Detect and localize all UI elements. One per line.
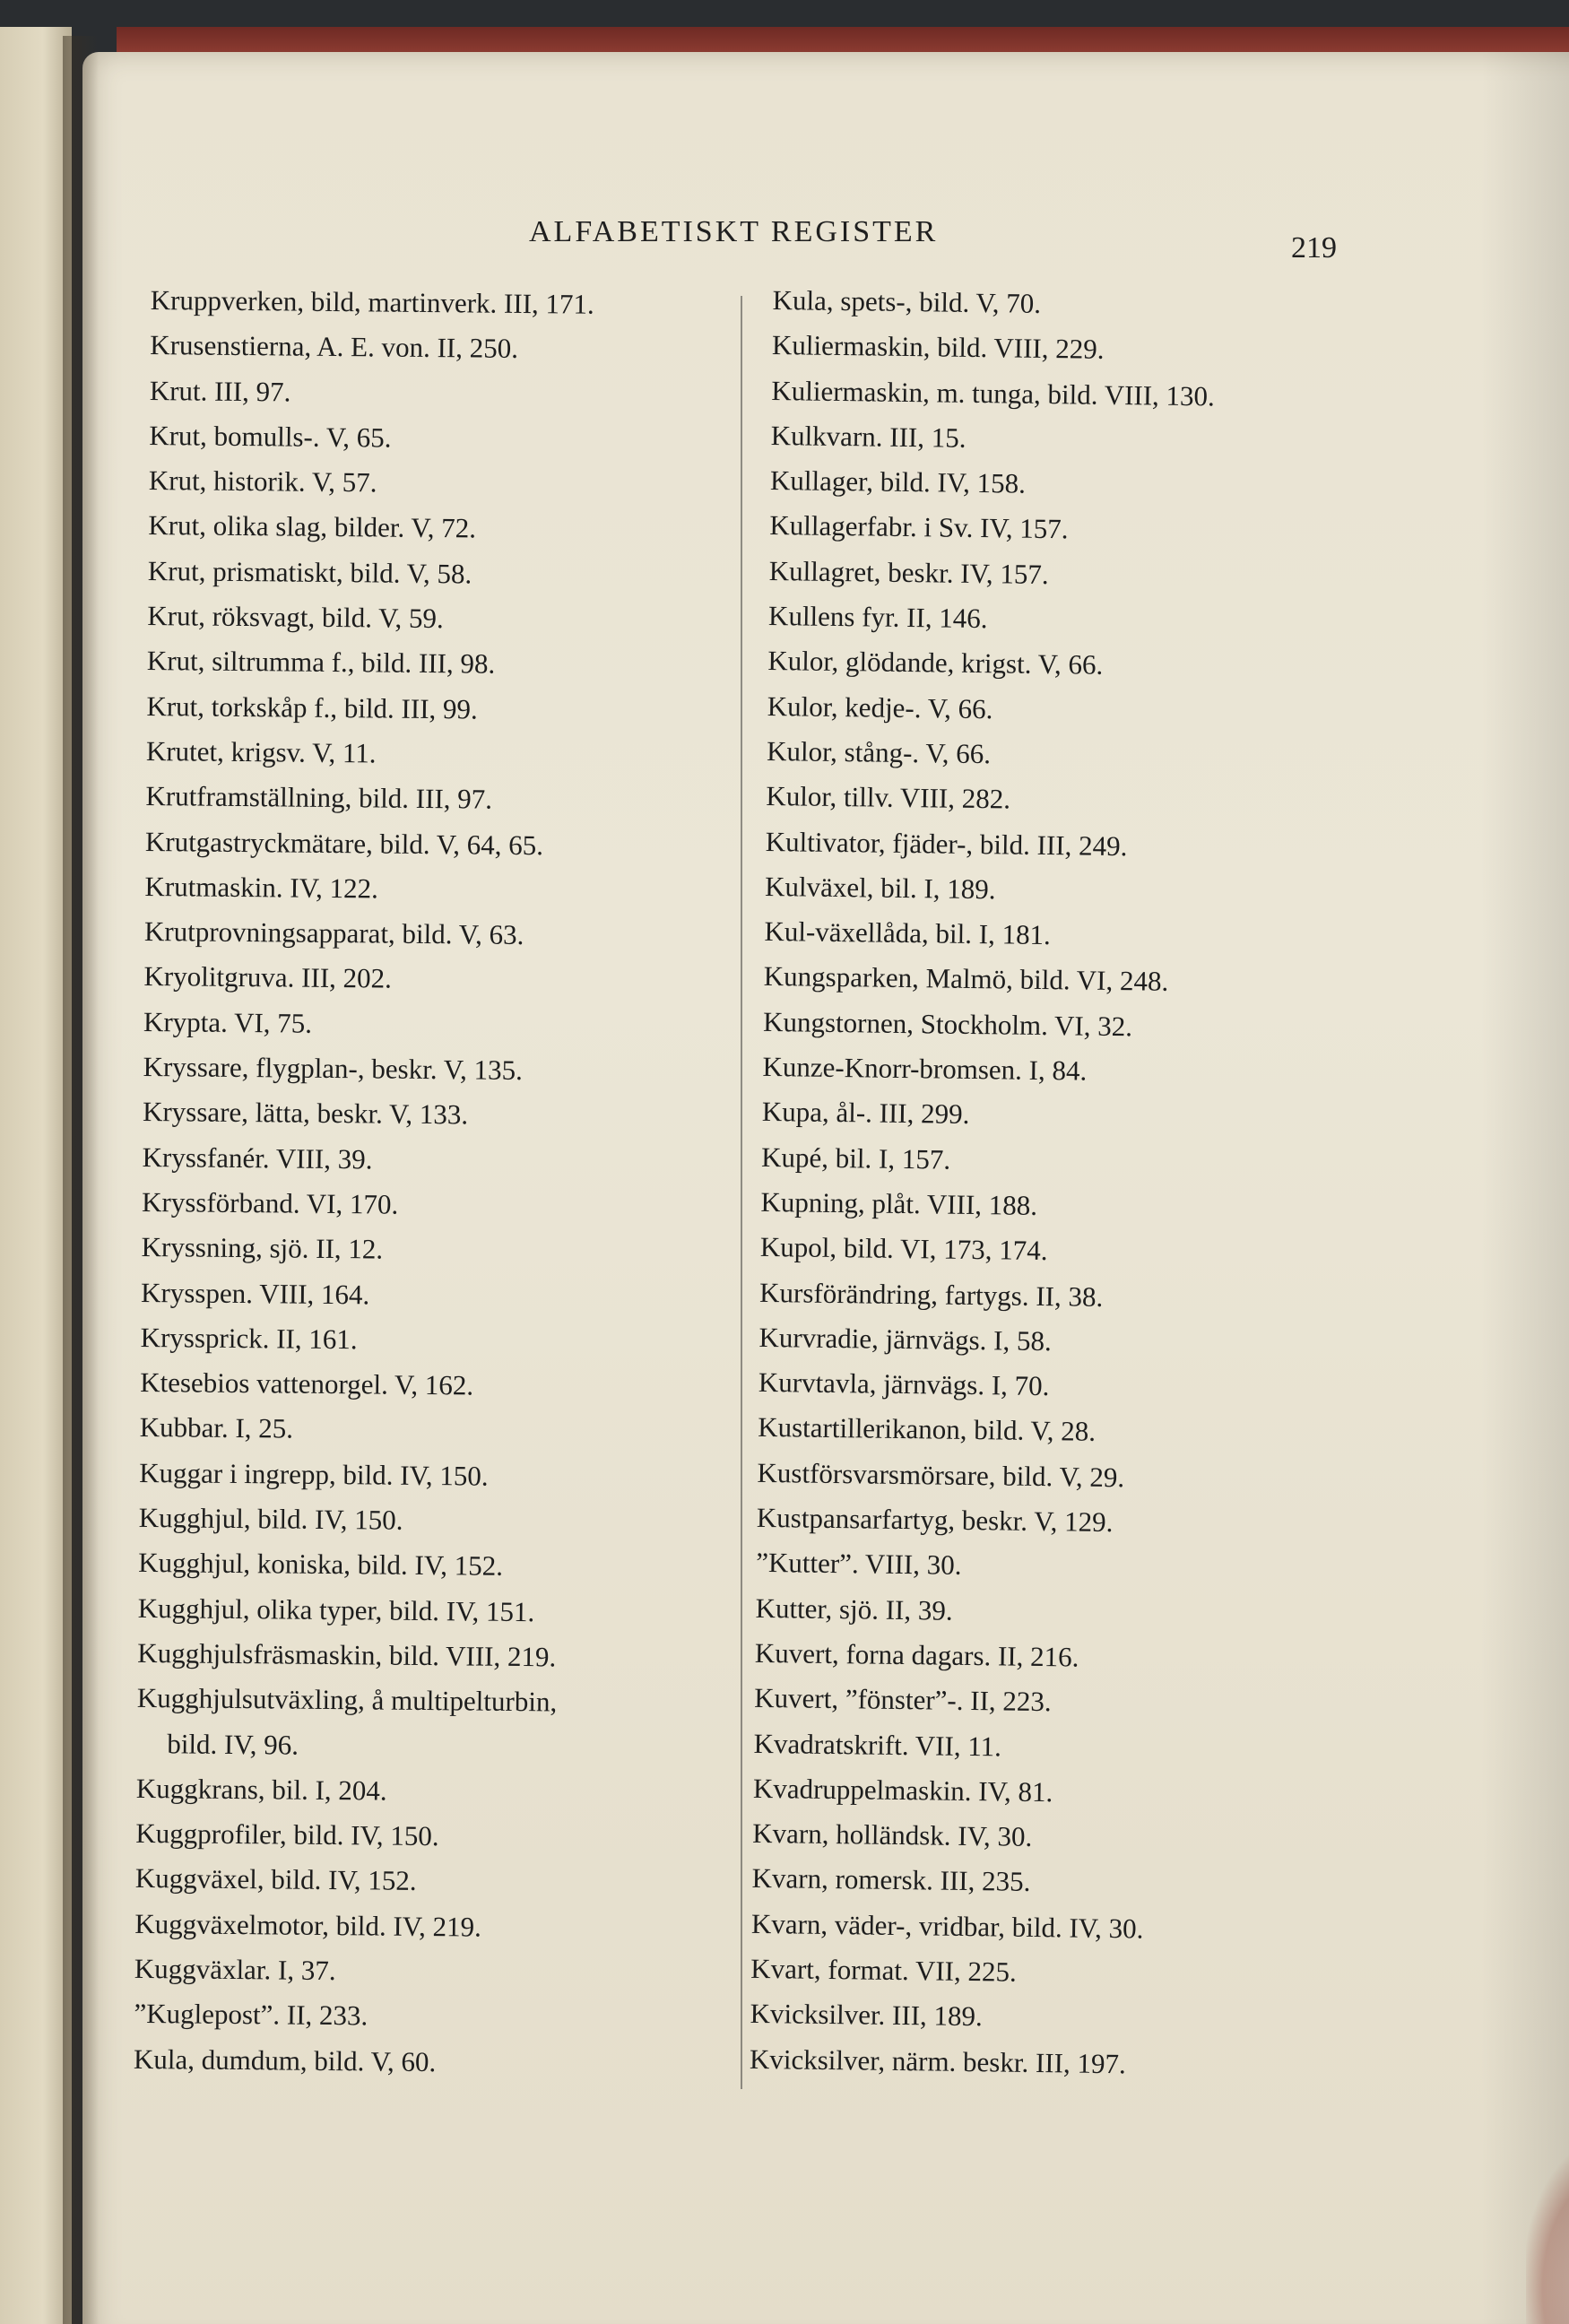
index-entry: Krut, siltrumma f., bild. III, 98. [146, 645, 496, 681]
index-entry: Kryssare, flygplan-, beskr. V, 135. [143, 1051, 524, 1087]
previous-page-edge [0, 27, 72, 2324]
index-entry: Kuvert, ”fönster”-. II, 223. [754, 1682, 1052, 1718]
index-entry: Krysspen. VIII, 164. [140, 1276, 370, 1310]
index-entry: Kugghjul, bild. IV, 150. [138, 1501, 403, 1536]
index-entry: Krutprovningsapparat, bild. V, 63. [143, 915, 524, 951]
index-entry: Kupning, plåt. VIII, 188. [760, 1185, 1038, 1221]
index-entry: Kurvradie, järnvägs. I, 58. [758, 1321, 1053, 1357]
index-entry: Krut, olika slag, bilder. V, 72. [148, 509, 477, 544]
index-entry: Kuliermaskin, m. tunga, bild. VIII, 130. [771, 374, 1216, 412]
index-entry: Kungstornen, Stockholm. VI, 32. [762, 1005, 1133, 1043]
index-entry: Krut, torkskåp f., bild. III, 99. [146, 689, 478, 725]
index-entry: Kupa, ål-. III, 299. [761, 1096, 970, 1131]
index-entry: ”Kuglepost”. II, 233. [134, 1998, 368, 2032]
index-entry: Krutet, krigsv. V, 11. [145, 734, 377, 769]
index-entry: Kupé, bil. I, 157. [760, 1140, 951, 1175]
index-entry: Krut, historik. V, 57. [148, 464, 377, 499]
index-entry: Kvart, format. VII, 225. [750, 1952, 1017, 1988]
index-entry: Kullens fyr. II, 146. [767, 600, 988, 635]
index-entry: Krut, prismatiskt, bild. V, 58. [147, 554, 472, 590]
index-entry: Krut, bomulls-. V, 65. [149, 419, 392, 454]
page-header: ALFABETISKT REGISTER [529, 215, 939, 248]
index-entry: Kvarn, holländsk. IV, 30. [752, 1817, 1033, 1853]
index-entry: Krusenstierna, A. E. von. II, 250. [150, 329, 519, 365]
index-entry: Krut. III, 97. [149, 374, 291, 408]
spine-shadow [63, 36, 99, 2324]
index-entry: Kvicksilver. III, 189. [750, 1998, 984, 2033]
index-entry: Krypta. VI, 75. [143, 1005, 313, 1039]
index-entry: Ktesebios vattenorgel. V, 162. [140, 1366, 474, 1401]
index-entry: Kulor, stång-. V, 66. [766, 734, 992, 770]
index-entry: Kryssfanér. VIII, 39. [142, 1140, 373, 1175]
index-entry: Kryolitgruva. III, 202. [143, 960, 393, 995]
thumb-edge [1526, 2150, 1569, 2324]
index-entry: Kryssprick. II, 161. [140, 1321, 358, 1356]
index-entry: Kuvert, forna dagars. II, 216. [754, 1636, 1079, 1673]
index-entry: Kugghjul, koniska, bild. IV, 152. [138, 1547, 504, 1583]
index-entry: bild. IV, 96. [167, 1727, 299, 1761]
index-entry: Kryssning, sjö. II, 12. [141, 1231, 384, 1265]
index-column-left [134, 278, 742, 2087]
index-entry: Krut, röksvagt, bild. V, 59. [147, 600, 444, 635]
index-entry: Kullagret, beskr. IV, 157. [768, 554, 1049, 590]
index-entry: Krutmaskin. IV, 122. [144, 870, 378, 905]
index-entry: Kustartillerikanon, bild. V, 28. [757, 1411, 1097, 1448]
index-entry: Kulor, kedje-. V, 66. [767, 689, 993, 724]
index-entry: Kulväxel, bil. I, 189. [764, 870, 996, 906]
index-entry: Kvarn, romersk. III, 235. [751, 1862, 1031, 1898]
index-entry: Kuggprofiler, bild. IV, 150. [135, 1817, 439, 1852]
index-entry: Kuggkrans, bil. I, 204. [135, 1772, 387, 1807]
index-entry: Krutgastryckmätare, bild. V, 64, 65. [144, 825, 544, 861]
index-entry: Kryssare, lätta, beskr. V, 133. [142, 1096, 469, 1131]
index-entry: Kugghjul, olika typer, bild. IV, 151. [137, 1591, 535, 1627]
index-entry: Kuggväxelmotor, bild. IV, 219. [134, 1907, 482, 1943]
index-entry: Kugghjulsfräsmaskin, bild. VIII, 219. [137, 1636, 557, 1673]
index-entry: Kryssförband. VI, 170. [141, 1185, 399, 1220]
index-entry: Kullager, bild. IV, 158. [769, 464, 1027, 499]
page-number: 219 [1291, 231, 1337, 264]
index-entry: Kuggväxlar. I, 37. [134, 1952, 336, 1987]
index-entry: Kunze-Knorr-bromsen. I, 84. [762, 1050, 1088, 1087]
index-entry: Kungsparken, Malmö, bild. VI, 248. [763, 960, 1169, 998]
index-entry: Kulor, glödande, krigst. V, 66. [767, 645, 1104, 681]
index-entry: Kvicksilver, närm. beskr. III, 197. [749, 2042, 1126, 2079]
index-entry: Kursförändring, fartygs. II, 38. [758, 1276, 1104, 1313]
index-entry: Kvarn, väder-, vridbar, bild. IV, 30. [750, 1907, 1144, 1945]
index-column-right [750, 278, 1311, 2089]
index-entry: Kuliermaskin, bild. VIII, 229. [771, 329, 1105, 366]
column-divider [741, 296, 742, 2089]
index-entry: Kula, dumdum, bild. V, 60. [133, 2042, 437, 2077]
index-entry: Kul-växellåda, bil. I, 181. [764, 915, 1052, 951]
index-entry: Kuggar i ingrepp, bild. IV, 150. [139, 1456, 489, 1492]
index-entry: Kurvtavla, järnvägs. I, 70. [758, 1366, 1050, 1402]
index-entry: Kultivator, fjäder-, bild. III, 249. [765, 825, 1128, 862]
index-entry: Kugghjulsutväxling, å multipelturbin, [136, 1682, 558, 1718]
index-entry: Kulkvarn. III, 15. [770, 419, 967, 454]
index-entry: Krutframställning, bild. III, 97. [145, 780, 493, 815]
index-entry: Kubbar. I, 25. [139, 1411, 294, 1445]
index-entry: Kupol, bild. VI, 173, 174. [759, 1231, 1048, 1267]
index-entry: Kutter, sjö. II, 39. [755, 1591, 953, 1626]
index-entry: Kvadratskrift. VII, 11. [753, 1727, 1002, 1762]
index-entry: Kvadruppelmaskin. IV, 81. [752, 1772, 1053, 1808]
index-entry: Kruppverken, bild, martinverk. III, 171. [150, 283, 594, 320]
index-entry: Kustförsvarsmörsare, bild. V, 29. [757, 1456, 1125, 1493]
index-entry: ”Kutter”. VIII, 30. [756, 1547, 962, 1582]
index-entry: Kulor, tillv. VIII, 282. [766, 780, 1011, 815]
index-entry: Kustpansarfartyg, beskr. V, 129. [756, 1501, 1114, 1539]
index-entry: Kula, spets-, bild. V, 70. [772, 283, 1042, 319]
index-entry: Kullagerfabr. i Sv. IV, 157. [769, 509, 1069, 545]
index-entry: Kuggväxel, bild. IV, 152. [134, 1862, 417, 1897]
